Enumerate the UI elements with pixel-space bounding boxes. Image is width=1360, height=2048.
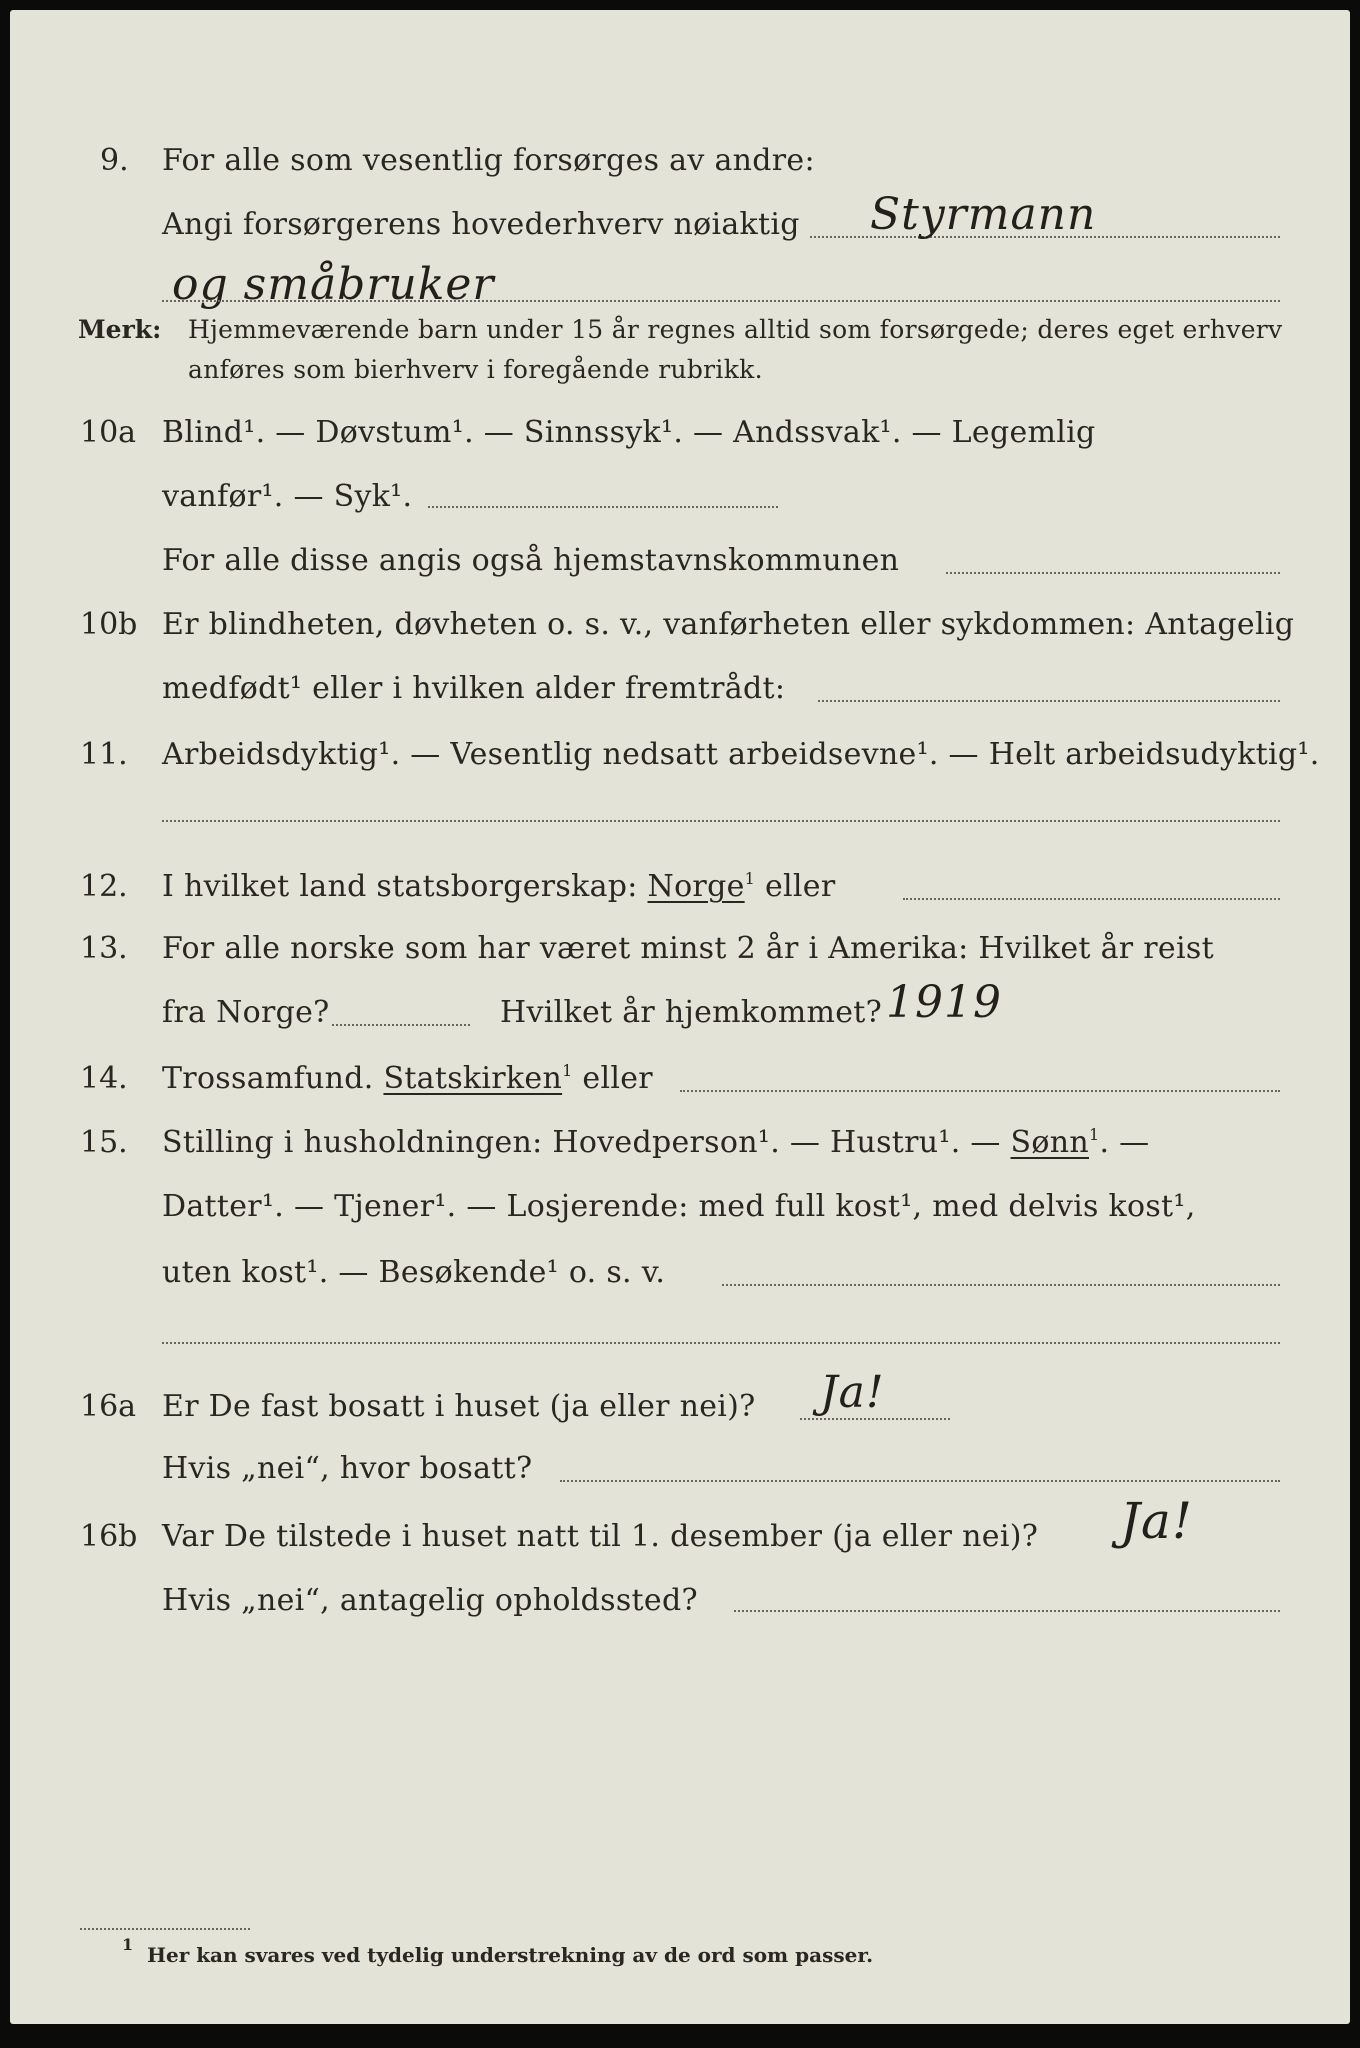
merk-label: Merk: (78, 315, 162, 344)
q9-answer-handwriting-2: og småbruker (172, 259, 495, 310)
q10b-line1: Er blindheten, døvheten o. s. v., vanførheten eller sykdommen: Antagelig (162, 607, 1295, 642)
q13-line2b: Hvilket år hjemkommet? (500, 995, 883, 1030)
q15-line1: Stilling i husholdningen: Hovedperson¹. — Hustru¹. — Sønn$^1$. — (162, 1125, 1150, 1160)
q15-line2: Datter¹. — Tjener¹. — Losjerende: med full kost¹, med delvis kost¹, (162, 1189, 1196, 1224)
merk-line1: Hjemmeværende barn under 15 år regnes alltid som forsørgede; deres eget erhverv (188, 315, 1283, 344)
q16b-line2: Hvis „nei“, antagelig opholdssted? (162, 1583, 698, 1618)
q10a-line2: vanfør¹. — Syk¹. (162, 479, 413, 514)
q16a-answer-line (800, 1418, 950, 1420)
q12-line1: I hvilket land statsborgerskap: Norge$^1$ eller (162, 869, 836, 904)
q16b-answer-line (734, 1610, 1280, 1612)
q11-answer-line (162, 820, 1280, 822)
q9-number: 9. (100, 143, 129, 178)
q16b-line1: Var De tilstede i huset natt til 1. desember (ja eller nei)? (162, 1519, 1039, 1554)
census-form-page (10, 10, 1350, 2024)
footnote-rule (80, 1928, 250, 1930)
q16a-line2: Hvis „nei“, hvor bosatt? (162, 1451, 533, 1486)
q10a-answer-line-2 (946, 572, 1280, 574)
q10b-line2: medfødt¹ eller i hvilken alder fremtrådt: (162, 671, 786, 706)
q12-underlined-norge: Norge (647, 869, 745, 904)
q15-answer-line-2 (162, 1342, 1280, 1344)
q12-answer-line (903, 898, 1280, 900)
q15-underlined-sonn: Sønn (1010, 1125, 1089, 1160)
q9-line1: For alle som vesentlig forsørges av andre: (162, 143, 815, 178)
q11-number: 11. (80, 737, 128, 772)
q13-answer-line-1 (332, 1024, 470, 1026)
q16a-answer-handwriting: Ja! (820, 1367, 885, 1418)
q15-answer-line (722, 1284, 1280, 1286)
q13-number: 13. (80, 931, 128, 966)
q14-answer-line (680, 1090, 1280, 1092)
q10a-line3: For alle disse angis også hjemstavnskommunen (162, 543, 900, 578)
q14-line1: Trossamfund. Statskirken$^1$ eller (162, 1061, 653, 1096)
q10b-number: 10b (80, 607, 138, 642)
merk-line2: anføres som bierhverv i foregående rubrikk. (188, 355, 763, 384)
q13-answer-handwriting: 1919 (886, 977, 1002, 1028)
q16b-answer-handwriting: Ja! (1120, 1492, 1193, 1550)
q9-line2: Angi forsørgerens hovederhverv nøiaktig (162, 207, 800, 242)
q16b-number: 16b (80, 1519, 138, 1554)
q11-line1: Arbeidsdyktig¹. — Vesentlig nedsatt arbeidsevne¹. — Helt arbeidsudyktig¹. (162, 737, 1320, 772)
q14-number: 14. (80, 1061, 128, 1096)
q13-line1: For alle norske som har været minst 2 år i Amerika: Hvilket år reist (162, 931, 1214, 966)
q16a-number: 16a (80, 1389, 137, 1424)
q10a-number: 10a (80, 415, 137, 450)
q10b-answer-line (818, 700, 1280, 702)
q13-line2a: fra Norge? (162, 995, 330, 1030)
q16a-answer-line-2 (560, 1480, 1280, 1482)
q9-answer-handwriting: Styrmann (870, 189, 1097, 240)
q10a-answer-line (428, 506, 778, 508)
q14-underlined-statskirken: Statskirken (383, 1061, 563, 1096)
q15-line3: uten kost¹. — Besøkende¹ o. s. v. (162, 1255, 666, 1290)
q10a-line1: Blind¹. — Døvstum¹. — Sinnssyk¹. — Andssvak¹. — Legemlig (162, 415, 1096, 450)
q9-answer-line-2 (162, 300, 1280, 302)
q15-number: 15. (80, 1125, 128, 1160)
q16a-line1: Er De fast bosatt i huset (ja eller nei)? (162, 1389, 756, 1424)
footnote: $^1$ Her kan svares ved tydelig understrekning av de ord som passer. (122, 1935, 874, 1967)
q12-number: 12. (80, 869, 128, 904)
